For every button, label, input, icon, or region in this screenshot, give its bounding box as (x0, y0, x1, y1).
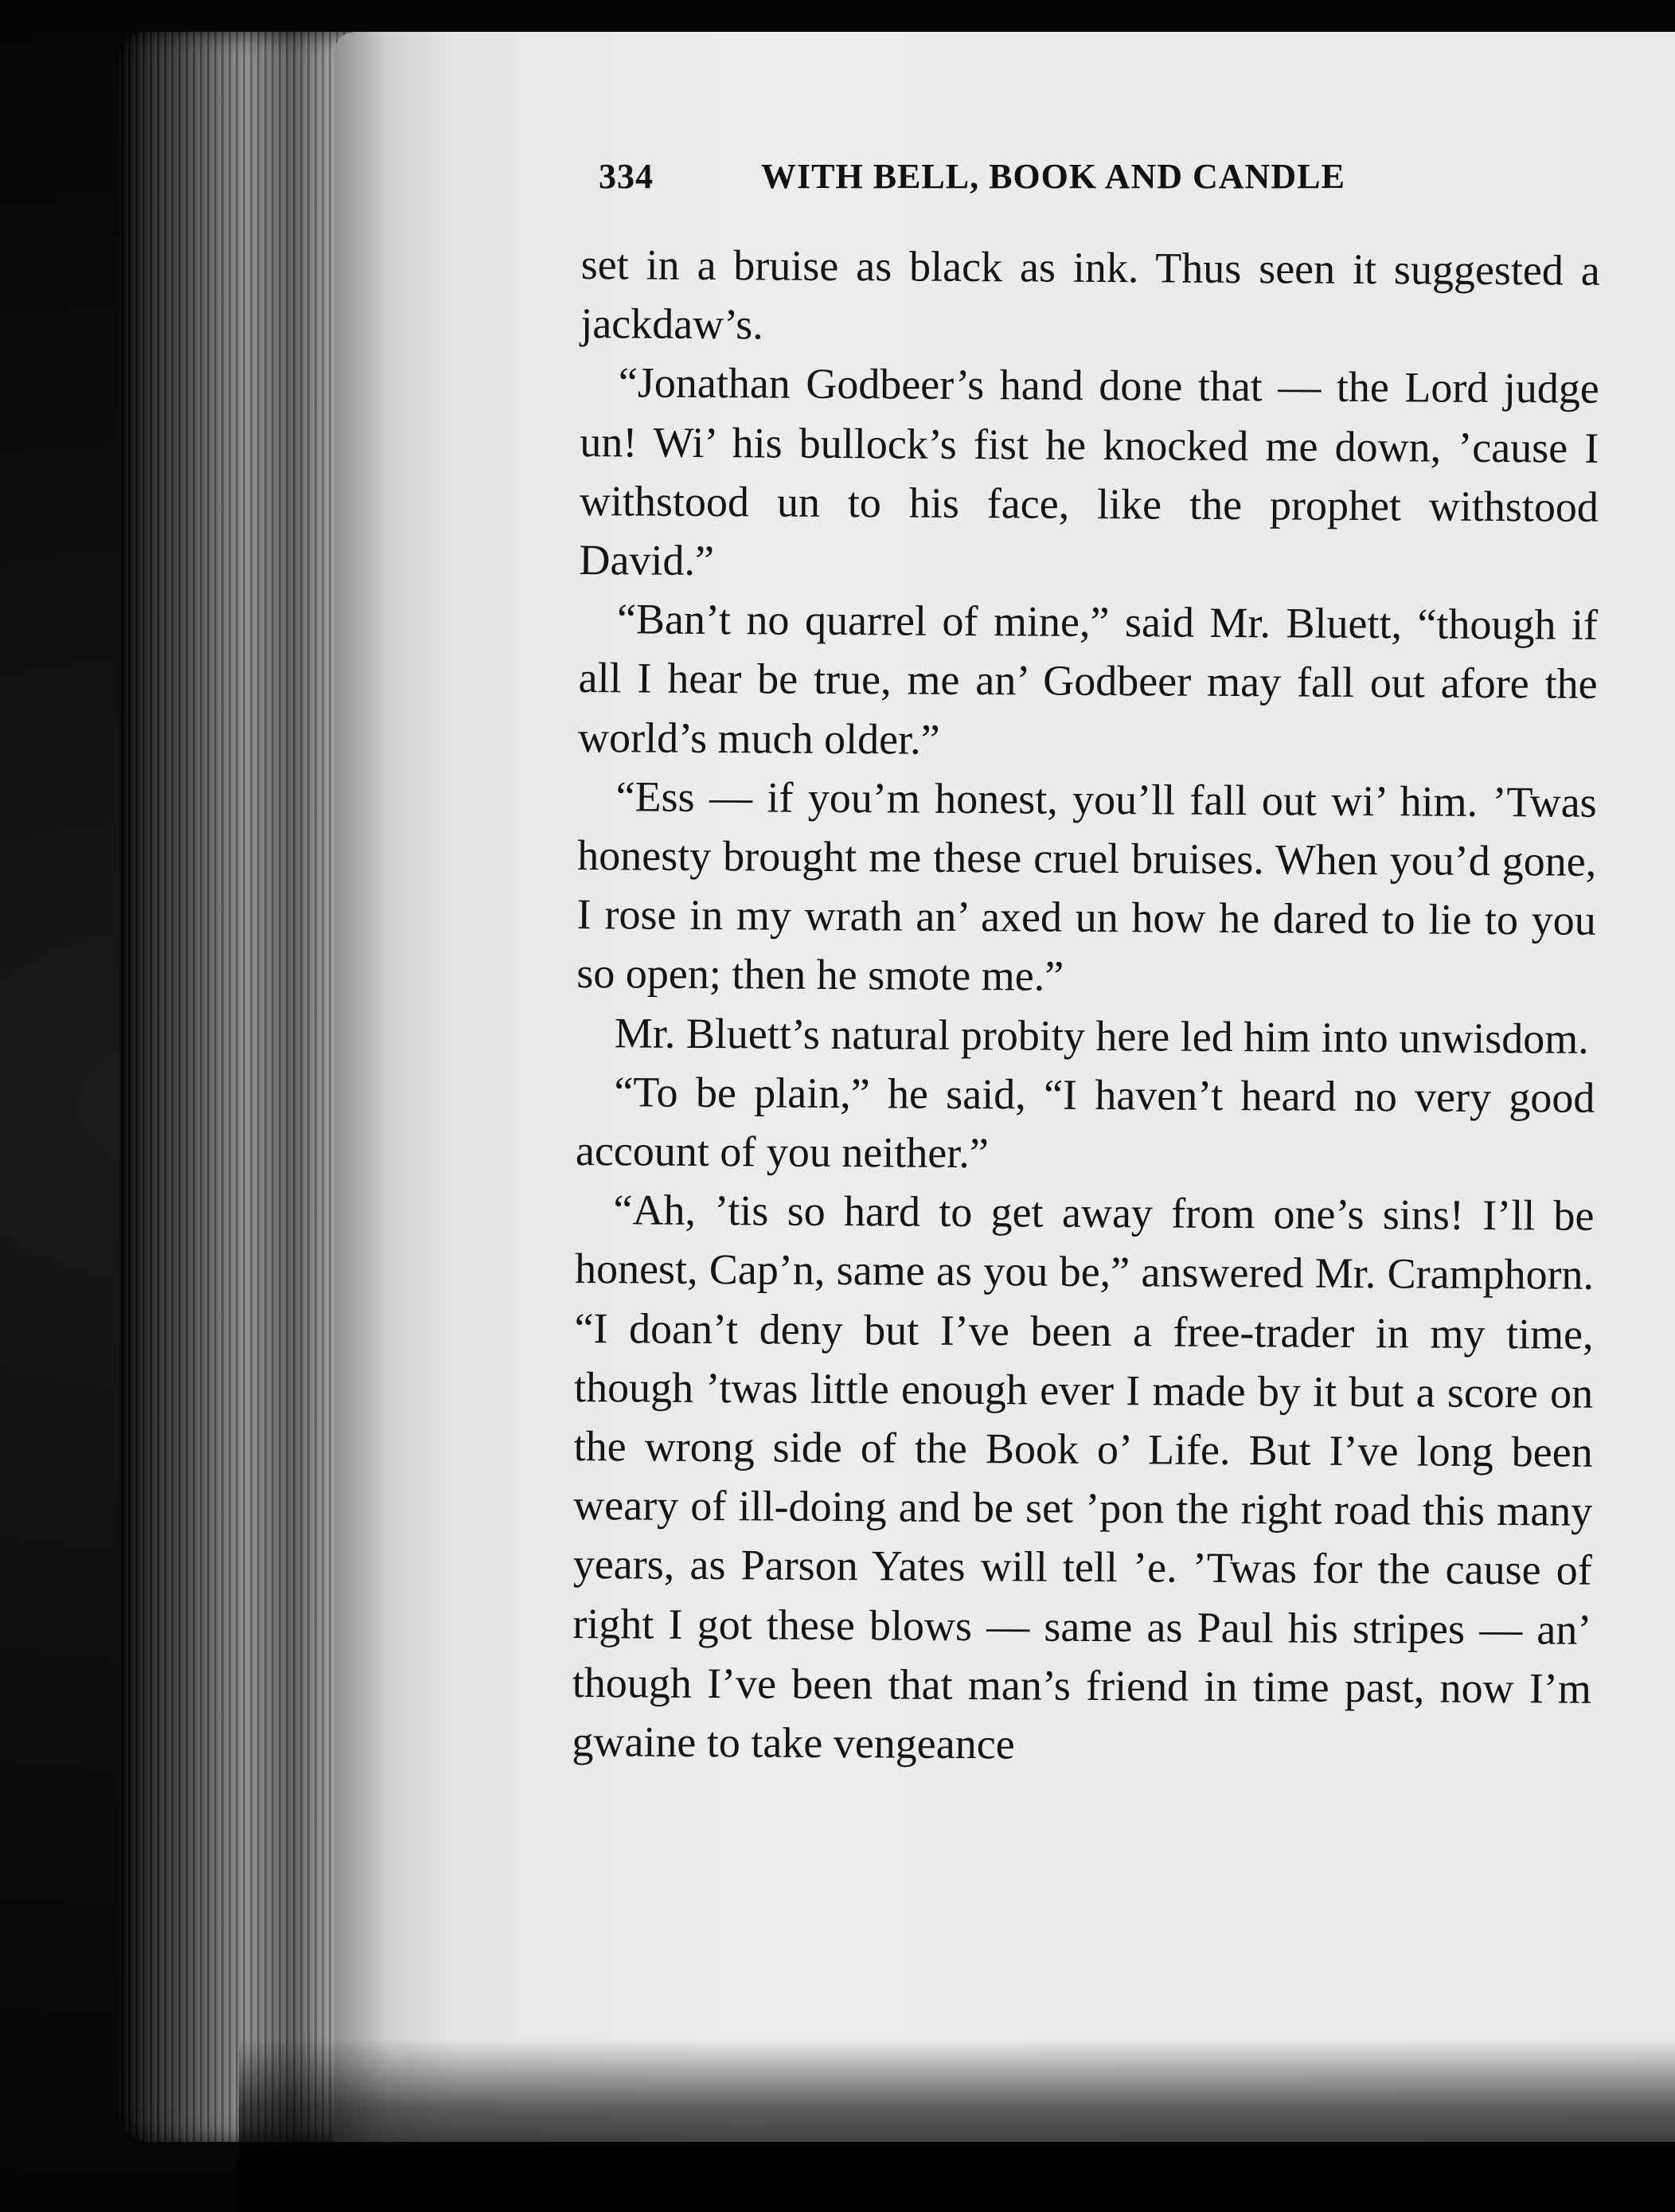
paragraph: set in a bruise as black as ink. Thus seen it suggested a jackdaw’s. (580, 240, 1600, 349)
body-text (572, 235, 1600, 1777)
paragraph: “Jonathan Godbeer’s hand done that — the Lord judge un! Wi’ his bullock’s fist he knocked me down, ’cause I withstood un to his face, like the prophet withstood David.” (579, 358, 1600, 585)
paragraph: “Ah, ’tis so hard to get away from one’s sins! I’ll be honest, Cap’n, same as you be,” answered Mr. Cramphorn. “I doan’t deny but I’ve been a free-trader in my time, though ’twas little enough ever I made by it but a score on the wrong side of the Book o’ Life. But I’ve long been weary of ill-doing and be set ’pon the right road this many years, as Parson Yates will tell ’e. ’Twas for the cause of right I got these blows — same as Paul his stripes — an’ though I’ve been that man’s friend in time past, now I’m gwaine to take vengeance (572, 1186, 1595, 1768)
book-page-edges (119, 32, 350, 2142)
page-header (599, 156, 1443, 212)
paragraph: “Ess — if you’m honest, you’ll fall out wi’ him. ’Twas honesty brought me these cruel bruises. When you’d gone, I rose in my wrath an’ axed un how he dared to lie to you so open; then he smote me.” (576, 772, 1597, 1001)
running-head: WITH BELL, BOOK AND CANDLE (761, 157, 1345, 196)
page-number: 334 (599, 157, 654, 196)
bottom-shadow (239, 2038, 1675, 2212)
paragraph: “To be plain,” he said, “I haven’t heard no very good account of you neither.” (575, 1068, 1595, 1178)
paragraph: “Ban’t no quarrel of mine,” said Mr. Bluett, “though if all I hear be true, me an’ Godbeer may fall out afore the world’s much older.” (577, 595, 1599, 764)
paragraph: Mr. Bluett’s natural probity here led him into unwisdom. (614, 1008, 1589, 1063)
